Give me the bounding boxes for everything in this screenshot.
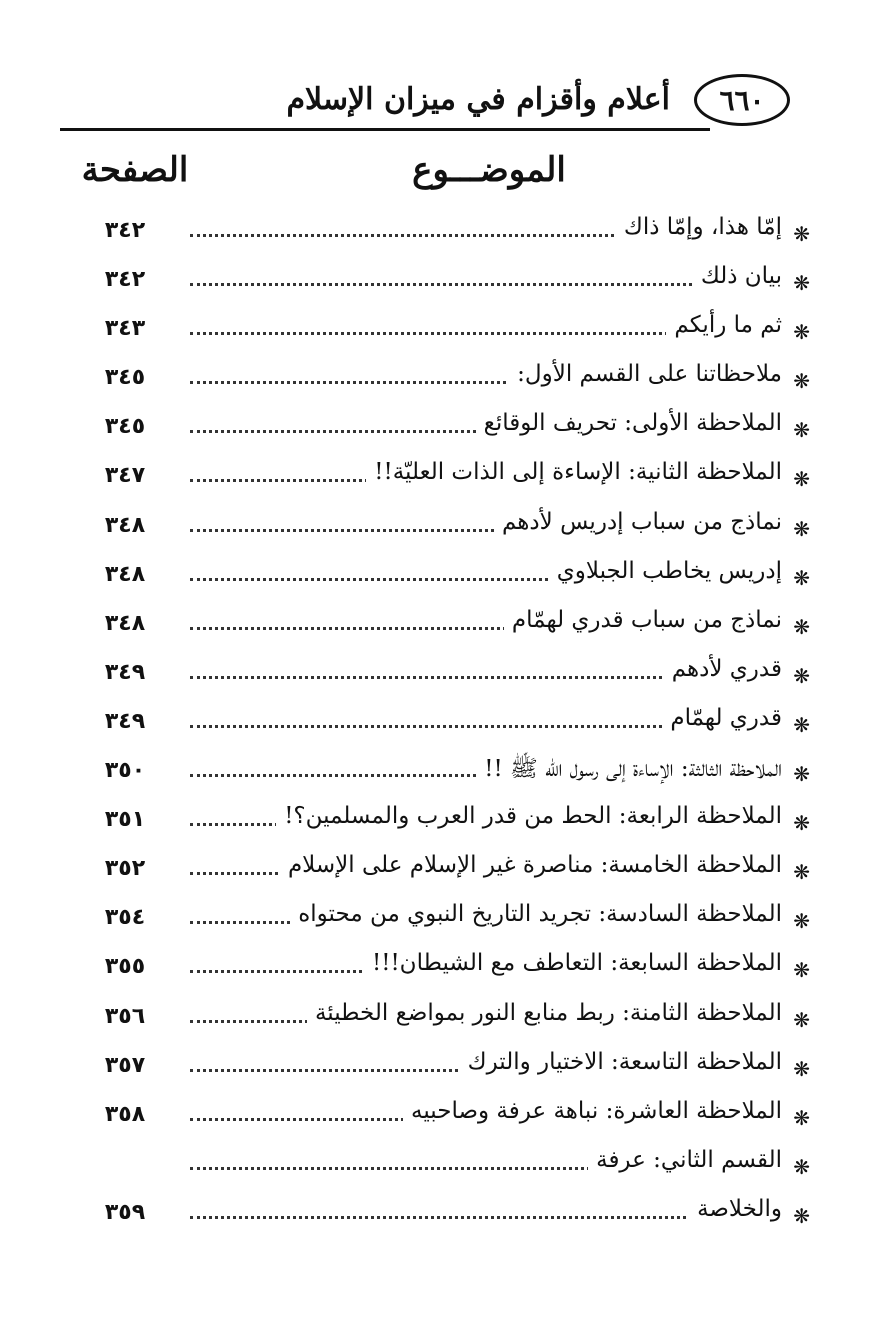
toc-row: [90, 208, 810, 257]
bullet-icon: ❋: [793, 418, 810, 443]
bullet-icon: ❋: [793, 614, 810, 639]
toc-row: [90, 1141, 810, 1190]
page-number-badge: [694, 74, 790, 126]
toc-row: [90, 503, 810, 552]
toc-page-number: ٣٥١: [104, 807, 146, 833]
toc-entry-title: الملاحظة الثالثة: الإساءة إلى رسول الله ﷺ !!: [476, 754, 782, 788]
toc-page-number: ٣٥٦: [104, 1003, 146, 1029]
toc-row: [90, 846, 810, 895]
bullet-icon: ❋: [793, 909, 810, 934]
toc-row: [90, 748, 810, 797]
toc-page-number: ٣٥٤: [104, 905, 146, 931]
bullet-icon: ❋: [793, 222, 810, 246]
toc-entry-title: الملاحظة التاسعة: الاختيار والترك: [460, 1049, 782, 1075]
bullet-icon: ❋: [793, 516, 810, 541]
toc-row: [90, 944, 810, 993]
toc-page-number: ٣٥٢: [104, 856, 146, 882]
toc-row: [90, 1190, 810, 1239]
toc-entry-title: بيان ذلك: [693, 263, 782, 289]
toc-entry-title: ملاحظاتنا على القسم الأول:: [509, 361, 782, 387]
bullet-icon: ❋: [793, 1203, 810, 1228]
bullet-icon: ❋: [793, 663, 810, 688]
toc-row: [90, 1092, 810, 1141]
running-header: [60, 78, 790, 136]
toc-row: [90, 552, 810, 601]
toc-page-number: ٣٤٨: [104, 610, 146, 636]
toc-entry-title: والخلاصة: [689, 1196, 782, 1222]
toc-page-number: ٣٤٩: [104, 659, 146, 685]
toc-page-number: ٣٤٨: [104, 512, 146, 538]
toc-row: [90, 601, 810, 650]
toc-page-number: ٣٤٢: [104, 218, 146, 243]
toc-entry-title: الملاحظة السابعة: التعاطف مع الشيطان!!!: [364, 950, 782, 976]
toc-page-number: ٣٥٨: [104, 1101, 146, 1127]
toc-entry-title: إدريس يخاطب الجبلاوي: [549, 558, 782, 584]
bullet-icon: ❋: [793, 467, 810, 492]
bullet-icon: ❋: [793, 320, 810, 345]
toc-entry-title: الملاحظة السادسة: تجريد التاريخ النبوي من محتواه: [290, 901, 782, 927]
toc-entry-title: الملاحظة الثامنة: ربط منابع النور بمواضع الخطيئة: [307, 1000, 782, 1026]
page-column-heading: الصفحة: [81, 150, 189, 190]
toc-row: [90, 257, 810, 306]
toc-entry-title: الملاحظة الخامسة: مناصرة غير الإسلام على الإسلام: [280, 852, 782, 878]
bullet-icon: ❋: [793, 811, 810, 836]
toc-page-number: ٣٤٣: [104, 316, 146, 342]
toc-entry-title: نماذج من سباب إدريس لأدهم: [494, 509, 782, 535]
toc-entry-title: ثم ما رأيكم: [666, 312, 782, 338]
book-title: أعلام وأقزام في ميزان الإسلام: [286, 82, 670, 117]
toc-page-number: ٣٤٥: [104, 414, 146, 440]
toc-entry-title: قدري لهمّام: [662, 705, 782, 731]
toc-page-number: ٣٥٧: [104, 1052, 146, 1078]
toc-row: [90, 797, 810, 846]
toc-entry-title: الملاحظة الأولى: تحريف الوقائع: [476, 410, 782, 436]
toc-entry-title: الملاحظة الثانية: الإساءة إلى الذات العليّة!!: [366, 459, 782, 485]
toc-page-number: ٣٤٧: [104, 463, 146, 489]
bullet-icon: ❋: [793, 958, 810, 983]
toc-row: [90, 994, 810, 1043]
dot-leader: [190, 1216, 770, 1219]
toc-page-number: ٣٥٠: [104, 758, 146, 784]
toc-row: [90, 699, 810, 748]
toc-entry-title: إمّا هذا، وإمّا ذاك: [616, 214, 782, 240]
bullet-icon: ❋: [793, 271, 810, 296]
header-rule: [60, 128, 710, 131]
toc-row: [90, 1043, 810, 1092]
toc-row: [90, 453, 810, 502]
bullet-icon: ❋: [793, 369, 810, 394]
toc-page-number: ٣٤٨: [104, 561, 146, 587]
topic-column-heading: الموضـــوع: [412, 150, 566, 190]
toc-entry-title: نماذج من سباب قدري لهمّام: [504, 607, 782, 633]
bullet-icon: ❋: [793, 565, 810, 590]
page-number: ٦٦٠: [719, 83, 765, 117]
toc-page-number: ٣٥٩: [104, 1199, 146, 1225]
bullet-icon: ❋: [793, 1154, 810, 1179]
toc-entry-title: القسم الثاني: عرفة: [588, 1147, 782, 1173]
bullet-icon: ❋: [793, 762, 810, 787]
toc-row: [90, 404, 810, 453]
toc-page-number: ٣٤٩: [104, 708, 146, 734]
toc-row: [90, 650, 810, 699]
toc-page-number: ٣٥٥: [104, 954, 146, 980]
toc-page-number: ٣٤٥: [104, 365, 146, 391]
bullet-icon: ❋: [793, 1056, 810, 1081]
bullet-icon: ❋: [793, 1105, 810, 1130]
table-of-contents: [90, 208, 810, 1239]
dot-leader: [190, 283, 770, 286]
toc-row: [90, 895, 810, 944]
bullet-icon: ❋: [793, 1007, 810, 1032]
toc-entry-title: قدري لأدهم: [664, 656, 782, 682]
toc-entry-title: الملاحظة الرابعة: الحط من قدر العرب والمسلمين؟!: [276, 803, 782, 829]
toc-row: [90, 306, 810, 355]
bullet-icon: ❋: [793, 860, 810, 885]
toc-page-number: ٣٤٢: [104, 267, 146, 293]
toc-entry-title: الملاحظة العاشرة: نباهة عرفة وصاحبيه: [403, 1098, 782, 1124]
bullet-icon: ❋: [793, 712, 810, 737]
toc-row: [90, 355, 810, 404]
